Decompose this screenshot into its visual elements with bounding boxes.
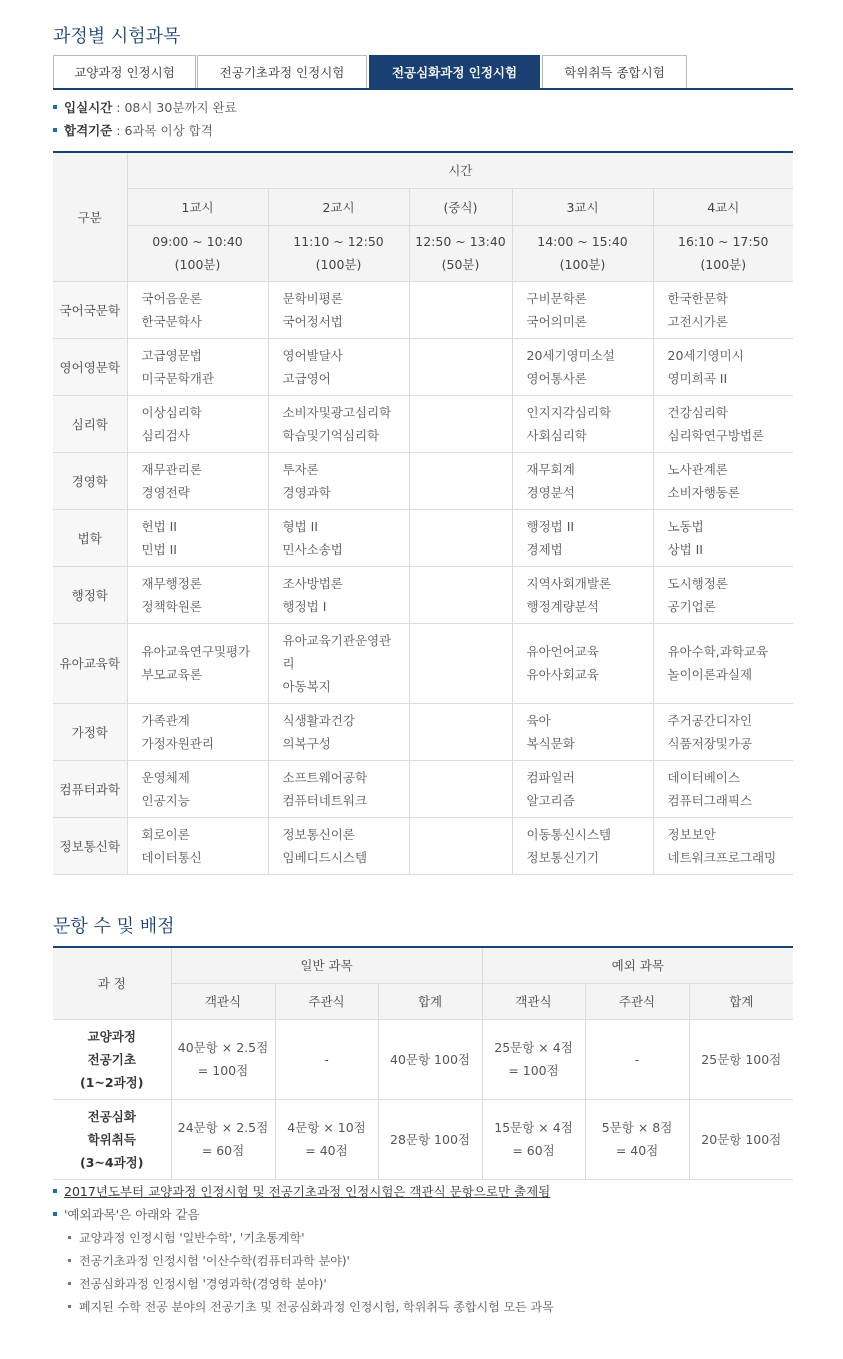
exception-item xyxy=(68,1252,350,1269)
schedule-row xyxy=(53,452,793,509)
major-name: 컴퓨터과학 xyxy=(53,760,127,817)
schedule-row xyxy=(53,703,793,760)
course-name-line: 전공기초 xyxy=(87,1051,136,1067)
subject-cell xyxy=(268,817,409,874)
exception-total xyxy=(689,1019,793,1099)
header-total: 합계 xyxy=(689,983,793,1019)
subject-name: 지역사회개발론 xyxy=(526,575,612,591)
subject-name: 유아교육연구및평가 xyxy=(141,644,251,659)
general-subjective xyxy=(275,1019,378,1099)
subject-name: 정책학원론 xyxy=(141,598,202,614)
subject-name: 학습및기억심리학 xyxy=(282,427,380,443)
subject-name: 경영전략 xyxy=(141,484,190,500)
major-name: 법학 xyxy=(53,509,127,566)
period-time: 14:00 ~ 15:40 (100분) xyxy=(512,225,653,281)
subject-cell xyxy=(512,338,653,395)
subject-cell xyxy=(127,760,268,817)
subject-name: 영어통사론 xyxy=(526,370,587,386)
subject-name: 유아수학,과학교육 xyxy=(667,644,769,659)
exception-objective xyxy=(482,1099,585,1179)
exception-item xyxy=(68,1275,327,1292)
period-name: 4교시 xyxy=(653,188,793,225)
subject-name: 정보통신기기 xyxy=(526,849,599,865)
general-objective xyxy=(171,1099,275,1179)
subject-name: 이상심리학 xyxy=(141,404,202,420)
subject-name: 재무관리론 xyxy=(141,461,202,477)
subject-cell xyxy=(268,338,409,395)
major-name: 심리학 xyxy=(53,395,127,452)
schedule-row xyxy=(53,817,793,874)
scoring-table xyxy=(53,946,793,1180)
entry-time-label: 입실시간 xyxy=(64,100,113,115)
subject-cell xyxy=(268,509,409,566)
section-title-subjects: 과정별 시험과목 xyxy=(53,26,181,47)
subject-name: 복식문화 xyxy=(526,735,575,751)
subject-name: 알고리즘 xyxy=(526,792,575,808)
period-name: (중식) xyxy=(409,188,512,225)
bullet-icon xyxy=(53,128,57,132)
tab-advanced-major[interactable]: 전공심화과정 인정시험 xyxy=(369,55,540,88)
exception-total xyxy=(689,1099,793,1179)
subject-cell xyxy=(653,703,793,760)
exception-subjective-line: = 40점 xyxy=(615,1143,659,1158)
subject-cell xyxy=(409,817,512,874)
subject-name: 정보통신이론 xyxy=(282,826,355,842)
subject-name: 유아언어교육 xyxy=(526,644,599,659)
subject-name: 행정법 II xyxy=(526,518,575,534)
header-time: 시간 xyxy=(127,152,793,188)
general-subjective-line: 4문항 × 10점 xyxy=(287,1120,366,1135)
subject-cell xyxy=(653,623,793,703)
subject-name: 유아교육기관운영관 xyxy=(282,632,392,648)
major-name: 정보통신학 xyxy=(53,817,127,874)
subject-name: 회로이론 xyxy=(141,826,190,842)
exception-item-text: 교양과정 인정시험 '일반수학', '기초통계학' xyxy=(79,1231,305,1245)
exception-subjective-line: - xyxy=(634,1051,640,1067)
subject-name: 국어정서법 xyxy=(282,313,343,329)
subject-name: 심리학연구방법론 xyxy=(667,427,765,443)
subject-cell xyxy=(409,760,512,817)
subject-name: 가정자원관리 xyxy=(141,735,214,751)
course-tabs xyxy=(53,55,793,90)
sub-bullet-icon xyxy=(68,1282,71,1285)
subject-name: 국어음운론 xyxy=(141,290,202,306)
subject-cell xyxy=(512,395,653,452)
general-objective xyxy=(171,1019,275,1099)
schedule-row xyxy=(53,566,793,623)
subject-cell xyxy=(409,338,512,395)
schedule-row xyxy=(53,395,793,452)
course-name xyxy=(53,1099,171,1179)
course-name-line: 학위취득 xyxy=(87,1131,136,1147)
subject-cell xyxy=(653,566,793,623)
subject-name: 놀이이론과실제 xyxy=(667,667,753,682)
subject-name: 투자론 xyxy=(282,461,319,477)
subject-name: 식품저장및가공 xyxy=(667,735,753,751)
subject-name: 부모교육론 xyxy=(141,667,202,682)
scoring-row xyxy=(53,1019,793,1099)
header-objective: 객관식 xyxy=(482,983,585,1019)
subject-name: 고급영어 xyxy=(282,370,331,386)
subject-name: 가족관계 xyxy=(141,712,190,728)
subject-name: 인지지각심리학 xyxy=(526,404,612,420)
subject-name: 유아사회교육 xyxy=(526,667,599,682)
period-time: 12:50 ~ 13:40 (50분) xyxy=(409,225,512,281)
subject-name: 공기업론 xyxy=(667,598,716,614)
subject-name: 헌법 II xyxy=(141,518,177,534)
exception-objective-line: = 100점 xyxy=(508,1063,559,1078)
header-general-subjects: 일반 과목 xyxy=(171,947,482,983)
subject-name: 행정계량분석 xyxy=(526,598,599,614)
pass-criteria-info xyxy=(53,121,213,139)
general-subjective-line: - xyxy=(324,1051,329,1067)
general-objective-line: 24문항 × 2.5점 xyxy=(177,1120,269,1135)
subject-cell xyxy=(127,452,268,509)
subject-name: 도시행정론 xyxy=(667,575,728,591)
period-time: 11:10 ~ 12:50 (100분) xyxy=(268,225,409,281)
subject-name: 운영체제 xyxy=(141,769,190,785)
subject-name: 행정법 I xyxy=(282,598,327,614)
header-subjective: 주관식 xyxy=(585,983,689,1019)
exception-subjective xyxy=(585,1019,689,1099)
subject-cell xyxy=(127,509,268,566)
subject-cell xyxy=(512,281,653,338)
period-name: 2교시 xyxy=(268,188,409,225)
bullet-icon xyxy=(53,105,57,109)
subject-cell xyxy=(127,338,268,395)
exception-subjective-line: 5문항 × 8점 xyxy=(601,1120,673,1135)
subject-name: 임베디드시스템 xyxy=(282,849,368,865)
note-exception-text: '예외과목'은 아래와 같음 xyxy=(64,1207,200,1222)
subject-cell xyxy=(268,703,409,760)
subject-name: 리 xyxy=(282,655,295,671)
subject-name: 건강심리학 xyxy=(667,404,728,420)
subject-name: 데이터베이스 xyxy=(667,769,740,785)
general-total xyxy=(378,1099,482,1179)
subject-name: 한국문학사 xyxy=(141,313,202,329)
exception-item xyxy=(68,1229,305,1246)
header-category: 구분 xyxy=(53,152,127,281)
exception-subjective xyxy=(585,1099,689,1179)
subject-name: 소비자및광고심리학 xyxy=(282,404,392,420)
course-name xyxy=(53,1019,171,1099)
subject-cell xyxy=(512,566,653,623)
header-course: 과 정 xyxy=(53,947,171,1019)
period-time: 09:00 ~ 10:40 (100분) xyxy=(127,225,268,281)
subject-cell xyxy=(268,623,409,703)
subject-cell xyxy=(653,817,793,874)
major-name: 행정학 xyxy=(53,566,127,623)
sub-bullet-icon xyxy=(68,1305,71,1308)
subject-cell xyxy=(127,817,268,874)
subject-name: 데이터통신 xyxy=(141,849,202,865)
subject-name: 고급영문법 xyxy=(141,347,202,363)
general-objective-line: = 60점 xyxy=(201,1143,245,1158)
course-name-line: 전공심화 xyxy=(87,1108,136,1124)
header-total: 합계 xyxy=(378,983,482,1019)
subject-name: 경영과학 xyxy=(282,484,331,500)
major-name: 경영학 xyxy=(53,452,127,509)
subject-cell xyxy=(127,395,268,452)
subject-name: 형법 II xyxy=(282,518,318,534)
subject-cell xyxy=(268,760,409,817)
note-exception-subjects xyxy=(53,1205,200,1223)
section-title-scoring: 문항 수 및 배점 xyxy=(53,916,175,937)
subject-name: 한국한문학 xyxy=(667,290,728,306)
subject-cell xyxy=(268,395,409,452)
subject-name: 국어의미론 xyxy=(526,313,587,329)
bullet-icon xyxy=(53,1212,57,1216)
subject-cell xyxy=(409,623,512,703)
subject-name: 아동복지 xyxy=(282,678,331,694)
subject-name: 네트워크프로그래밍 xyxy=(667,849,777,865)
subject-cell xyxy=(127,703,268,760)
subject-cell xyxy=(653,395,793,452)
subject-name: 민법 II xyxy=(141,541,177,557)
subject-name: 미국문학개관 xyxy=(141,370,214,386)
subject-cell xyxy=(409,395,512,452)
period-name: 3교시 xyxy=(512,188,653,225)
subject-name: 20세기영미시 xyxy=(667,347,744,363)
subject-name: 민사소송법 xyxy=(282,541,343,557)
subject-cell xyxy=(653,338,793,395)
general-subjective-line: = 40점 xyxy=(305,1143,348,1158)
schedule-row xyxy=(53,623,793,703)
general-subjective xyxy=(275,1099,378,1179)
general-objective-line: 40문항 × 2.5점 xyxy=(177,1040,269,1055)
subject-cell xyxy=(512,817,653,874)
subject-name: 고전시가론 xyxy=(667,313,728,329)
subject-cell xyxy=(512,509,653,566)
exception-total-line: 25문항 100점 xyxy=(701,1051,782,1067)
major-name: 유아교육학 xyxy=(53,623,127,703)
subject-cell xyxy=(268,566,409,623)
subject-name: 주거공간디자인 xyxy=(667,712,753,728)
subject-cell xyxy=(409,703,512,760)
subject-cell xyxy=(512,703,653,760)
exception-total-line: 20문항 100점 xyxy=(701,1131,782,1147)
header-subjective: 주관식 xyxy=(275,983,378,1019)
schedule-row xyxy=(53,509,793,566)
subject-name: 조사방법론 xyxy=(282,575,343,591)
major-name: 국어국문학 xyxy=(53,281,127,338)
subject-cell xyxy=(409,452,512,509)
header-objective: 객관식 xyxy=(171,983,275,1019)
schedule-row xyxy=(53,338,793,395)
period-name: 1교시 xyxy=(127,188,268,225)
major-name: 영어영문학 xyxy=(53,338,127,395)
subject-name: 심리검사 xyxy=(141,427,190,443)
subject-cell xyxy=(512,760,653,817)
exception-objective-line: 25문항 × 4점 xyxy=(494,1040,573,1055)
subject-name: 소비자행동론 xyxy=(667,484,740,500)
exception-objective-line: 15문항 × 4점 xyxy=(494,1120,573,1135)
subject-name: 인공지능 xyxy=(141,792,190,808)
tab-basic-major[interactable]: 전공기초과정 인정시험 xyxy=(197,55,367,88)
header-exception-subjects: 예외 과목 xyxy=(482,947,793,983)
subject-name: 영어발달사 xyxy=(282,347,343,363)
subject-name: 사회심리학 xyxy=(526,427,587,443)
subject-cell xyxy=(512,623,653,703)
general-objective-line: = 100점 xyxy=(197,1063,249,1078)
pass-criteria-value: : 6과목 이상 합격 xyxy=(112,123,213,138)
subject-name: 의복구성 xyxy=(282,735,331,751)
exception-item xyxy=(68,1298,554,1315)
subject-name: 영미희곡 II xyxy=(667,370,728,386)
subject-name: 경제법 xyxy=(526,541,563,557)
subject-cell xyxy=(653,760,793,817)
subject-name: 육아 xyxy=(526,712,551,728)
subject-cell xyxy=(653,452,793,509)
subject-cell xyxy=(268,281,409,338)
subject-name: 컴파일러 xyxy=(526,769,575,785)
note-objective-only-text: 2017년도부터 교양과정 인정시험 및 전공기초과정 인정시험은 객관식 문항으로만 출제됨 xyxy=(64,1184,551,1199)
exception-item-text: 전공심화과정 인정시험 '경영과학(경영학 분야)' xyxy=(79,1277,327,1291)
sub-bullet-icon xyxy=(68,1236,71,1239)
subject-cell xyxy=(127,281,268,338)
subject-name: 재무회계 xyxy=(526,461,575,477)
subject-name: 이동통신시스템 xyxy=(526,826,612,842)
exception-objective xyxy=(482,1019,585,1099)
exception-item-text: 폐지된 수학 전공 분야의 전공기초 및 전공심화과정 인정시험, 학위취득 종합시험 모든 과목 xyxy=(79,1300,554,1314)
schedule-row xyxy=(53,760,793,817)
bullet-icon xyxy=(53,1189,57,1193)
course-name-line: (3~4과정) xyxy=(80,1154,144,1170)
general-total-line: 40문항 100점 xyxy=(390,1051,470,1067)
subject-cell xyxy=(653,509,793,566)
scoring-row xyxy=(53,1099,793,1179)
entry-time-info xyxy=(53,98,237,116)
major-name: 가정학 xyxy=(53,703,127,760)
period-time: 16:10 ~ 17:50 (100분) xyxy=(653,225,793,281)
subject-name: 노사관계론 xyxy=(667,461,728,477)
exception-item-text: 전공기초과정 인정시험 '이산수학(컴퓨터과학 분야)' xyxy=(79,1254,350,1268)
subject-name: 경영분석 xyxy=(526,484,575,500)
course-name-line: (1~2과정) xyxy=(80,1074,144,1090)
sub-bullet-icon xyxy=(68,1259,71,1262)
subject-cell xyxy=(127,623,268,703)
subject-name: 구비문학론 xyxy=(526,290,587,306)
tab-liberal-arts[interactable]: 교양과정 인정시험 xyxy=(53,55,196,88)
subject-cell xyxy=(409,509,512,566)
subject-name: 문학비평론 xyxy=(282,290,343,306)
subject-name: 재무행정론 xyxy=(141,575,202,591)
subject-name: 정보보안 xyxy=(667,826,716,842)
exception-objective-line: = 60점 xyxy=(512,1143,555,1158)
subject-cell xyxy=(409,281,512,338)
entry-time-value: : 08시 30분까지 완료 xyxy=(112,100,237,115)
schedule-row xyxy=(53,281,793,338)
pass-criteria-label: 합격기준 xyxy=(64,123,113,138)
subject-name: 컴퓨터네트워크 xyxy=(282,792,368,808)
general-total-line: 28문항 100점 xyxy=(390,1131,470,1147)
subject-name: 소프트웨어공학 xyxy=(282,769,368,785)
schedule-table xyxy=(53,151,793,875)
tab-degree-exam[interactable]: 학위취득 종합시험 xyxy=(542,55,687,88)
subject-name: 상법 II xyxy=(667,541,703,557)
course-name-line: 교양과정 xyxy=(87,1028,136,1044)
note-objective-only xyxy=(53,1182,550,1200)
subject-name: 20세기영미소설 xyxy=(526,347,615,363)
subject-cell xyxy=(409,566,512,623)
subject-name: 식생활과건강 xyxy=(282,712,355,728)
subject-name: 노동법 xyxy=(667,518,704,534)
subject-cell xyxy=(512,452,653,509)
subject-cell xyxy=(653,281,793,338)
general-total xyxy=(378,1019,482,1099)
subject-cell xyxy=(127,566,268,623)
subject-name: 컴퓨터그래픽스 xyxy=(667,792,753,808)
subject-cell xyxy=(268,452,409,509)
